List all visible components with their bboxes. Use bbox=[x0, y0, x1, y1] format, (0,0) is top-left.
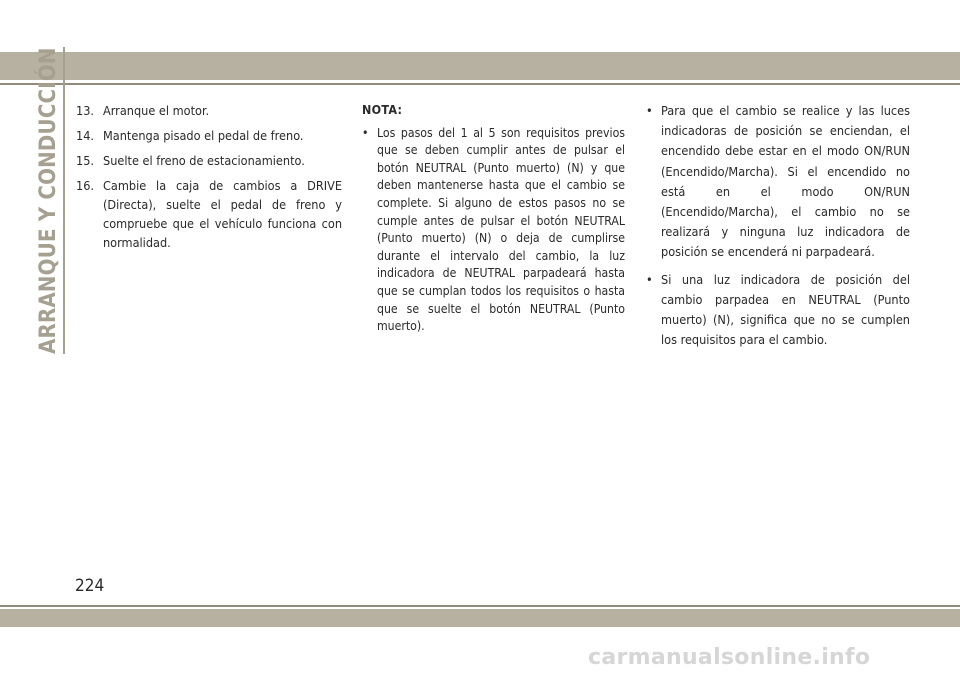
note-bullet-text: Los pasos del 1 al 5 son requisitos previos que se deben cumplir antes de pulsar el botón NEUTRAL (Punto muerto) (N) y que deben mantenerse hasta que el cambio se complete. Si alguno de estos pasos no se cumple antes de pulsar el botón NEUTRAL (Punto muerto) (N) o deja de cumplirse durante el intervalo del cambio, la luz indicadora de NEUTRAL parpadeará hasta que se cumplan todos los requisitos o hasta que se suelte el botón NEUTRAL (Punto muerto). bbox=[377, 125, 625, 334]
right-bullet bbox=[646, 101, 910, 263]
watermark-text: carmanualsonline.info bbox=[588, 645, 871, 670]
step-item bbox=[76, 151, 342, 170]
step-text: Suelte el freno de estacionamiento. bbox=[103, 153, 305, 168]
bullet-icon: • bbox=[646, 271, 653, 287]
step-item bbox=[76, 126, 342, 145]
right-bullet-text: Si una luz indicadora de posición del cambio parpadea en NEUTRAL (Punto muerto) (N), significa que no se cumplen los requisitos para el cambio. bbox=[661, 271, 910, 348]
footer-band bbox=[0, 609, 960, 627]
step-number: 16. bbox=[76, 178, 95, 193]
step-text: Arranque el motor. bbox=[103, 103, 210, 118]
bullet-icon: • bbox=[646, 103, 653, 118]
step-text: Cambie la caja de cambios a DRIVE (Directa), suelte el pedal de freno y compruebe que el vehículo funciona con normalidad. bbox=[103, 178, 342, 250]
page-number: 224 bbox=[75, 576, 105, 596]
step-number: 13. bbox=[76, 103, 95, 118]
note-bullet bbox=[362, 125, 625, 336]
right-bullet-text: Para que el cambio se realice y las luces indicadoras de posición se enciendan, el encendido debe estar en el modo ON/RUN (Encendido/Marcha). Si el encendido no está en el modo ON/RUN (Encendido/Marcha), el cambio no se realizará y ninguna luz indicadora de posición se encenderá ni parpadeará. bbox=[661, 103, 910, 260]
section-title: ARRANQUE Y CONDUCCIÓN bbox=[36, 47, 65, 354]
step-number: 15. bbox=[76, 153, 95, 168]
note-heading: NOTA: bbox=[362, 102, 403, 117]
header-rule bbox=[0, 83, 960, 85]
step-text: Mantenga pisado el pedal de freno. bbox=[103, 128, 304, 143]
bullet-icon: • bbox=[362, 125, 369, 140]
right-column bbox=[646, 101, 910, 357]
header-band bbox=[0, 52, 960, 80]
note-column bbox=[362, 101, 625, 343]
step-item bbox=[76, 176, 342, 252]
right-bullet bbox=[646, 270, 910, 351]
step-item bbox=[76, 101, 342, 120]
steps-column bbox=[76, 101, 342, 258]
footer-rule bbox=[0, 605, 960, 607]
step-number: 14. bbox=[76, 128, 95, 143]
